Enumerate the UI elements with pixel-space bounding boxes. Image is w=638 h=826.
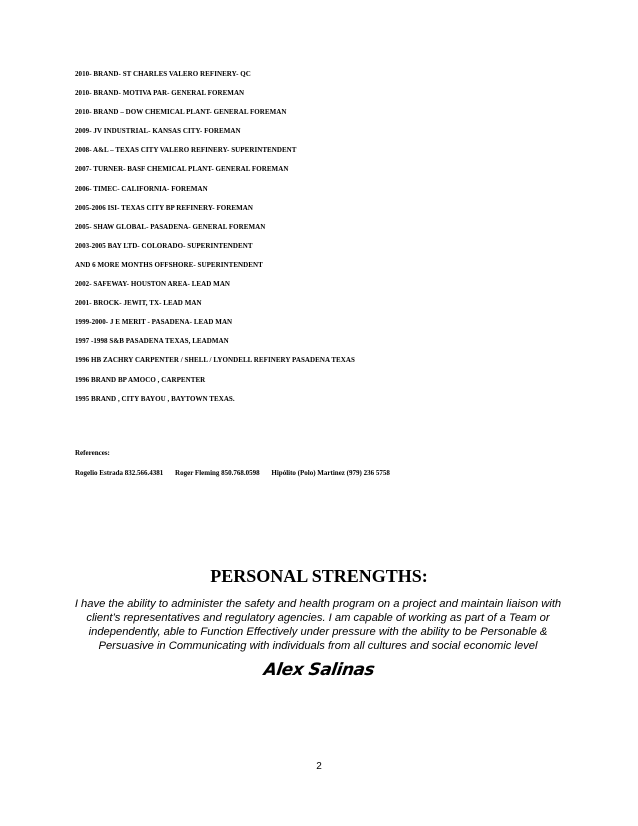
work-history-item: 2010- BRAND- MOTIVA PAR- GENERAL FOREMAN <box>75 89 245 98</box>
personal-strengths-text: I have the ability to administer the safety and health program on a project and maintain liaison with client’s representatives and regulatory agencies. I am capable of working as part of a Team or independently, able to Function Effectively under pressure with the ability to be Personable & Persuasive in Communicating with individuals from all cultures and social economic level <box>74 598 562 652</box>
references-contacts <box>75 469 390 478</box>
references-heading: References: <box>75 449 110 457</box>
work-history-item: 1997 -1998 S&B PASADENA TEXAS, LEADMAN <box>75 337 229 346</box>
work-history-item: 2010- BRAND – DOW CHEMICAL PLANT- GENERAL FOREMAN <box>75 108 287 117</box>
work-history-item: 2006- TIMEC- CALIFORNIA- FOREMAN <box>75 184 208 193</box>
work-history-item: 2005- SHAW GLOBAL- PASADENA- GENERAL FOREMAN <box>75 222 266 231</box>
reference-contact: Hipólito (Polo) Martinez (979) 236 5758 <box>271 469 390 477</box>
work-history-item: 1996 HB ZACHRY CARPENTER / SHELL / LYONDELL REFINERY PASADENA TEXAS <box>75 356 355 365</box>
work-history-item: 2009- JV INDUSTRIAL- KANSAS CITY- FOREMAN <box>75 127 241 136</box>
work-history-item: 1999-2000- J E MERIT - PASADENA- LEAD MAN <box>75 318 233 327</box>
reference-contact: Rogelio Estrada 832.566.4381 <box>75 469 164 477</box>
work-history-item: 2008- A&L – TEXAS CITY VALERO REFINERY- SUPERINTENDENT <box>75 146 297 155</box>
work-history-item: 2010- BRAND- ST CHARLES VALERO REFINERY- QC <box>75 70 251 78</box>
reference-contact: Roger Fleming 850.768.0598 <box>175 469 260 477</box>
personal-strengths-heading: PERSONAL STRENGTHS: <box>210 566 428 586</box>
work-history-item: AND 6 MORE MONTHS OFFSHORE- SUPERINTENDENT <box>75 260 263 269</box>
work-history-item: 1996 BRAND BP AMOCO , CARPENTER <box>75 375 206 384</box>
work-history-list <box>75 70 595 414</box>
work-history-item: 2001- BROCK- JEWIT, TX- LEAD MAN <box>75 299 202 308</box>
work-history-item: 2002- SAFEWAY- HOUSTON AREA- LEAD MAN <box>75 280 231 289</box>
page-number: 2 <box>316 761 322 772</box>
signature: Alex Salinas <box>262 660 376 680</box>
work-history-item: 2003-2005 BAY LTD- COLORADO- SUPERINTENDENT <box>75 241 253 250</box>
work-history-item: 2005-2006 ISI- TEXAS CITY BP REFINERY- FOREMAN <box>75 203 253 212</box>
work-history-item: 2007- TURNER- BASF CHEMICAL PLANT- GENERAL FOREMAN <box>75 165 289 174</box>
work-history-item: 1995 BRAND , CITY BAYOU , BAYTOWN TEXAS. <box>75 394 235 403</box>
